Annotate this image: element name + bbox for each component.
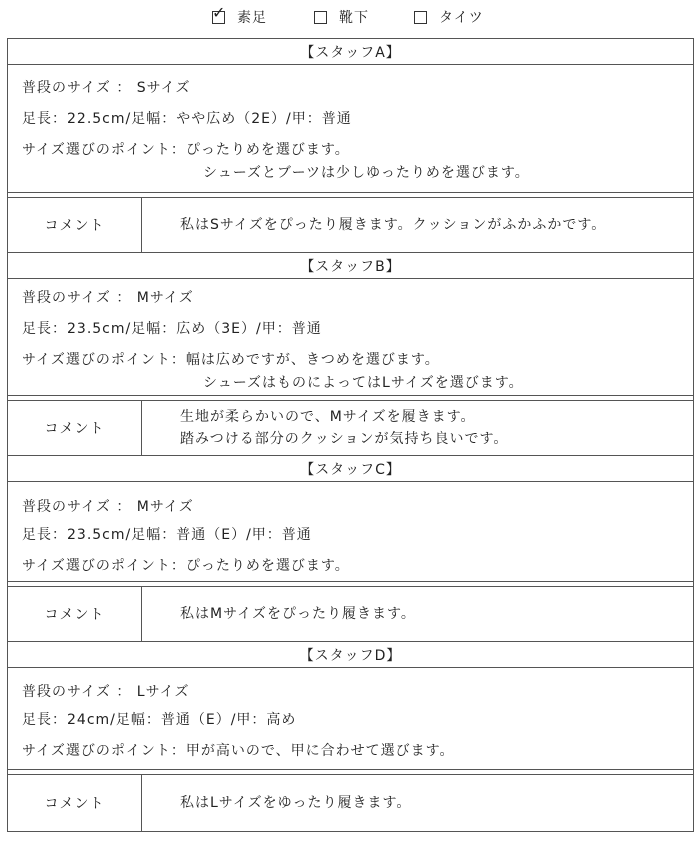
size-point-continued: シューズとブーツは少しゆったりめを選びます。 [203,165,530,181]
option-label: 靴下 [339,10,369,26]
comment-line: 踏みつける部分のクッションが気持ち良いです。 [180,431,509,447]
comment-text [142,775,693,831]
size-point: サイズ選びのポイント：甲が高いので、甲に合わせて選びます。 [22,743,455,759]
check-mark-icon: ✓ [212,2,226,22]
usual-size: 普段のサイズ ： Mサイズ [22,290,194,306]
comment-line: 私はMサイズをぴったり履きます。 [180,606,416,622]
option-tights[interactable] [414,6,484,28]
checkbox-barefoot[interactable] [212,2,226,24]
comment-label: コメント [8,775,142,831]
foot-measurements: 足長：23.5cm/足幅：普通（E）/甲：普通 [22,527,312,543]
checkbox-tights[interactable] [414,11,427,24]
staff-header: 【スタッフA】 [8,39,693,65]
comment-line: 私はSサイズをぴったり履きます。クッションがふかふかです。 [180,217,607,233]
staff-info [8,668,693,770]
comment-line: 生地が柔らかいので、Mサイズを履きます。 [180,409,476,425]
comment-label: コメント [8,198,142,252]
comment-row [8,198,693,253]
foot-measurements: 足長：22.5cm/足幅：やや広め（2E）/甲：普通 [22,111,352,127]
size-point-continued: シューズはものによってはLサイズを選びます。 [203,375,524,391]
usual-size: 普段のサイズ ： Mサイズ [22,499,194,515]
comment-label: コメント [8,401,142,455]
staff-info [8,279,693,396]
comment-text [142,587,693,641]
comment-line: 私はLサイズをゆったり履きます。 [180,795,412,811]
option-label: タイツ [439,10,484,26]
comment-row [8,401,693,456]
checkbox-socks[interactable] [314,11,327,24]
option-label: 素足 [237,10,267,26]
size-point: サイズ選びのポイント：ぴったりめを選びます。 [22,558,350,574]
comment-row [8,587,693,642]
comment-text [142,198,693,252]
staff-info [8,65,693,193]
foot-measurements: 足長：24cm/足幅：普通（E）/甲：高め [22,712,297,728]
staff-info [8,482,693,582]
comment-text [142,401,693,455]
staff-review-table [7,38,694,832]
size-point: サイズ選びのポイント：幅は広めですが、きつめを選びます。 [22,352,440,368]
usual-size: 普段のサイズ ： Sサイズ [22,80,191,96]
staff-header: 【スタッフD】 [8,642,693,668]
comment-label: コメント [8,587,142,641]
foot-measurements: 足長：23.5cm/足幅：広め（3E）/甲：普通 [22,321,322,337]
usual-size: 普段のサイズ ： Lサイズ [22,684,190,700]
size-point: サイズ選びのポイント：ぴったりめを選びます。 [22,142,350,158]
comment-row [8,775,693,832]
option-barefoot[interactable] [212,2,267,28]
staff-header: 【スタッフC】 [8,456,693,482]
option-socks[interactable] [314,6,369,28]
staff-header: 【スタッフB】 [8,253,693,279]
sock-type-options [0,2,700,28]
